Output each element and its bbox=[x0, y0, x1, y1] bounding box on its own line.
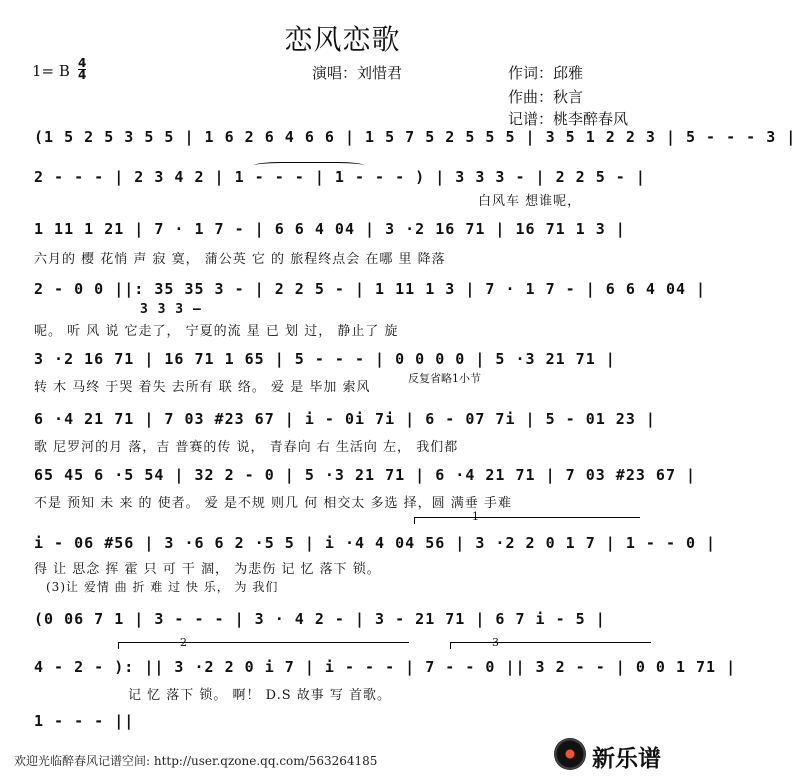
verse-3-lyrics: (3)让 爱情 曲 折 难 过 快 乐， 为 我们 bbox=[46, 580, 279, 594]
ending-1-label: 1 bbox=[472, 510, 479, 523]
music-disc-icon bbox=[554, 738, 586, 770]
lyricist-credit: 作词：邱雅 bbox=[508, 64, 584, 82]
score-row-8-notes: i - 06 #56 | 3 ·6 6 2 ·5 5 | i ·4 4 04 56 | 3 ·2 2 0 1 7 | 1 - - 0 | bbox=[34, 534, 717, 552]
repeat-omit-annotation: 反复省略1小节 bbox=[408, 372, 481, 385]
time-signature bbox=[78, 58, 86, 81]
score-row-6-lyrics: 歌 尼罗河的月 落，吉 普赛的传 说， 青春向 右 生活向 左， 我们都 bbox=[34, 440, 459, 455]
score-row-10-lyrics: 记 忆 落下 锁。 啊！ D.S 故事 写 首歌。 bbox=[128, 688, 392, 703]
score-row-11-notes: 1 - - - || bbox=[34, 712, 135, 730]
transcriber-credit: 记谱：桃李醉春风 bbox=[508, 110, 629, 128]
score-row-3-lyrics: 六月的 樱 花悄 声 寂 寞， 蒲公英 它 的 旅程终点会 在哪 里 降落 bbox=[34, 252, 446, 267]
score-row-2-notes: 2 - - - | 2 3 4 2 | 1 - - - | 1 - - - ) | 3 3 3 - | 2 2 5 - | bbox=[34, 168, 646, 186]
score-row-7-notes: 65 45 6 ·5 54 | 32 2 - 0 | 5 ·3 21 71 | 6 ·4 21 71 | 7 03 #23 67 | bbox=[34, 466, 697, 484]
score-row-1-notes: (1 5 2 5 3 5 5 | 1 6 2 6 4 6 6 | 1 5 7 5 2 5 5 5 | 3 5 1 2 2 3 | 5 - - - 3 | bbox=[34, 128, 796, 146]
score-row-6-notes: 6 ·4 21 71 | 7 03 #23 67 | i - 0i 7i | 6 - 07 7i | 5 - 01 23 | bbox=[34, 410, 656, 428]
song-title: 恋风恋歌 bbox=[284, 23, 401, 56]
ending-2-label: 2 bbox=[180, 636, 187, 649]
singer-credit: 演唱：刘惜君 bbox=[312, 64, 403, 82]
score-row-5-lyrics: 转 木 马终 于哭 着失 去所有 联 络。 爱 是 毕加 索风 bbox=[34, 380, 371, 395]
ending-3-label: 3 bbox=[492, 636, 499, 649]
score-row-4-notes: 2 - 0 0 ||: 35 35 3 - | 2 2 5 - | 1 11 1 3 | 7 · 1 7 - | 6 6 4 04 | bbox=[34, 280, 707, 298]
time-signature-bottom: 4 bbox=[78, 68, 87, 82]
logo-text: 新乐谱 bbox=[592, 746, 661, 772]
score-row-4-harmony: 3 3 3 — bbox=[140, 302, 202, 317]
score-row-7-lyrics: 不是 预知 未 来 的 使者。 爱 是不规 则几 何 相交太 多选 择，圆 满垂 手难 bbox=[34, 496, 512, 511]
score-row-2-lyrics: 白风车 想谁呢， bbox=[478, 194, 582, 209]
footer-credit: 欢迎光临醉春风记谱空间: http://user.qzone.qq.com/563264185 bbox=[14, 754, 378, 768]
score-row-10-notes: 4 - 2 - ): || 3 ·2 2 0 i 7 | i - - - | 7 - - 0 || 3 2 - - | 0 0 1 71 | bbox=[34, 658, 737, 676]
score-row-8-lyrics: 得 让 思念 挥 霍 只 可 干 涸， 为悲伤 记 忆 落下 锁。 bbox=[34, 562, 381, 577]
key-signature: 1= B bbox=[32, 62, 70, 80]
time-signature-top: 4 bbox=[78, 56, 87, 70]
composer-credit: 作曲：秋言 bbox=[508, 88, 584, 106]
score-row-4-lyrics: 呢。 听 风 说 它走了， 宁夏的流 星 已 划 过， 静止了 旋 bbox=[34, 324, 399, 339]
site-logo[interactable] bbox=[548, 734, 684, 774]
score-row-3-notes: 1 11 1 21 | 7 · 1 7 - | 6 6 4 04 | 3 ·2 16 71 | 16 71 1 3 | bbox=[34, 220, 626, 238]
score-row-9-notes: (0 06 7 1 | 3 - - - | 3 · 4 2 - | 3 - 21 71 | 6 7 i - 5 | bbox=[34, 610, 606, 628]
score-row-5-notes: 3 ·2 16 71 | 16 71 1 65 | 5 - - - | 0 0 0 0 | 5 ·3 21 71 | bbox=[34, 350, 616, 368]
